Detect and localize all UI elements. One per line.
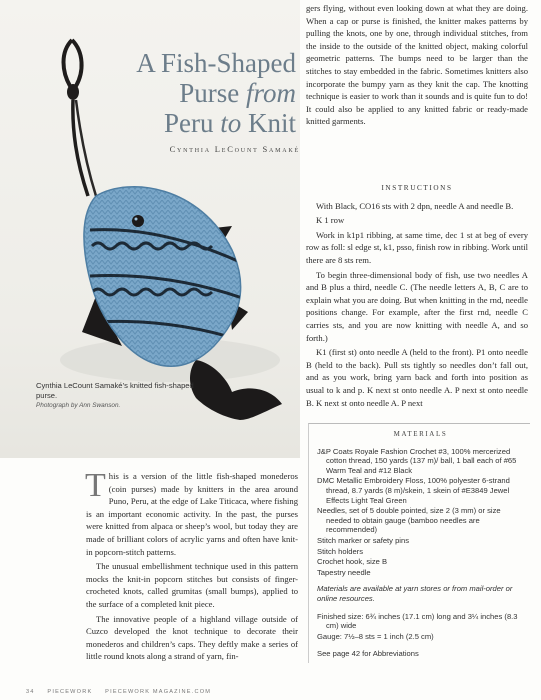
instructions-step: Work in k1p1 ribbing, at same time, dec 1 st at beg of every row as foll: sl edge st, k1, psso, finish row in ribbing. Work until there are 8 sts rem. [306, 229, 528, 265]
article-title [100, 48, 296, 138]
materials-item: Needles, set of 5 double pointed, size 2 (3 mm) or size needed to obtain gauge (bamboo needles are recommended) [317, 506, 501, 535]
abbreviations-note: See page 42 for Abbreviations [317, 649, 419, 659]
author-byline: Cynthia LeCount Samaké [169, 144, 300, 154]
title-line-2: Purse from [179, 78, 296, 108]
materials-item: J&P Coats Royale Fashion Crochet #3, 100% mercerized cotton thread, 150 yards (137 m)/ ball, 1 ball each of #65 Warm Teal and #12 Black [317, 446, 517, 475]
left-column-text [85, 467, 298, 665]
instructions-section [306, 176, 528, 411]
materials-box [308, 423, 530, 663]
materials-item: Tapestry needle [317, 567, 371, 577]
photo-credit: Photograph by Ann Swanson. [36, 402, 121, 409]
materials-heading: MATERIALS [393, 430, 448, 438]
drop-cap: T [85, 467, 106, 504]
materials-item: Stitch holders [317, 546, 364, 556]
page-footer [26, 689, 526, 695]
instructions-step: K 1 row [316, 215, 345, 226]
caption-text: Cynthia LeCount Samaké’s knitted fish-shaped purse. [36, 381, 194, 400]
materials-availability: Materials are available at yarn stores or from mail-order or online resources. [317, 584, 513, 603]
materials-item: Crochet hook, size B [317, 557, 388, 567]
photo-caption [36, 381, 196, 411]
magazine-name: PIECEWORK [47, 689, 93, 695]
instructions-step: With Black, CO16 sts with 2 dpn, needle A and needle B. [316, 200, 514, 211]
title-line-3: Peru to Knit [163, 108, 296, 138]
title-line-1: A Fish-Shaped [136, 48, 296, 78]
finished-size: Finished size: 6¾ inches (17.1 cm) long and 3¼ inches (8.3 cm) wide [317, 611, 518, 631]
page-number: 34 [26, 689, 35, 695]
instructions-heading: INSTRUCTIONS [381, 184, 453, 192]
instructions-step: To begin three-dimensional body of fish, use two needles A and B plus a third, needle C. (The needle letters A, B, C are to explain what you are doing. But when knitting in the rnd, needle positions change. For example, after the first rnd, needle C carries sts, and you are now knitting with needle A, and so forth.) [306, 269, 528, 343]
gauge: Gauge: 7½–8 sts = 1 inch (2.5 cm) [317, 631, 434, 641]
intro-paragraph: This is a version of the little fish-shaped monederos (coin purses) made by knitters in the area around Puno, Peru, at the edge of Lake Titicaca, where fishing is an important economic activity. In the past, the purses were knitted from alpaca or sheep’s wool, but today they are made of brilliant colors of acrylic yarns and often have knit-in popcorn-stitch patterns. [85, 467, 298, 557]
magazine-website: PIECEWORK MAGAZINE.COM [105, 689, 212, 695]
instructions-step: K1 (first st) onto needle A (held to the front). P1 onto needle B (held to the back). Pull sts tightly so needles don’t fall out, and as you work, bring yarn back and forth into position as usual to k and p. K next st onto needle A. P next st onto needle B. K next st onto needle A. P next [306, 347, 528, 408]
article-photo [0, 0, 300, 458]
materials-item: Stitch marker or safety pins [317, 535, 410, 545]
right-paragraph-1: gers flying, without even looking down at what they are doing. When a cap or purse is finished, the knitter makes patterns by pulling the knots, one by one, through individual stitches, from the inside to the outside of the knitted object, making colorful geometric patterns. The bumps need to be larger than the stitches to stay embedded in the fabric. Sometimes knitters also incorporate the bumpy yarn as they knit the cap. The knotting technique is easier to work than it sounds and is quite fun to do! It could also be applied to any knitted fabric or ready-made knitted garments. [306, 3, 528, 127]
right-column-text [306, 2, 528, 130]
body-paragraph: The innovative people of a highland village outside of Cuzco developed the knot technique to decorate their monederos and children’s caps. They deftly make a series of little round knots along a strand of yarn, fin- [86, 613, 298, 662]
body-paragraph: The unusual embellishment technique used in this pattern mocks the knit-in popcorn stitches but consists of finger-crocheted knots, called grumitas (small bumps), applied to the surface of a completed knit piece. [86, 561, 298, 609]
materials-item: DMC Metallic Embroidery Floss, 100% polyester 6-strand thread, 8.7 yards (8 m)/skein, 1 skein of #E3849 Jewel Effects Light Teal Green [317, 476, 510, 505]
